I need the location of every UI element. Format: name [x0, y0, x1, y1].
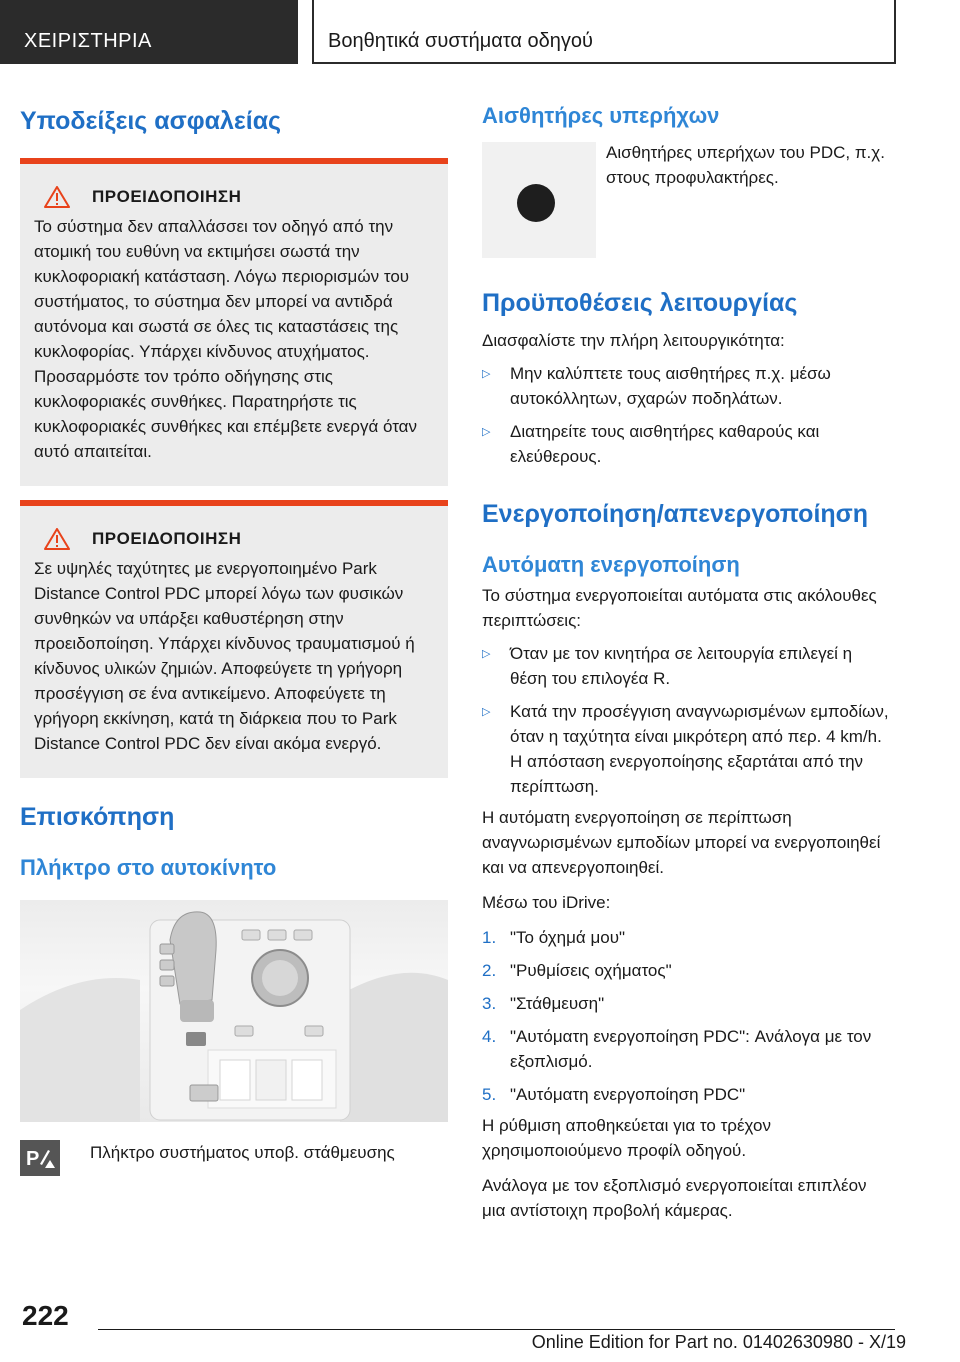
park-assist-button-icon — [20, 1140, 60, 1176]
warning-label: ΠΡΟΕΙΔΟΠΟΙΗΣΗ — [92, 529, 242, 548]
warning-text: Σε υψηλές ταχύτητες με ενεργοποιημένο Park Distance Control PDC μπορεί λόγω των φυσικών συνθηκών να υπάρξει καθυστέρηση στην προειδοποίηση. Υπάρχει κίνδυνος τραυματισμού ή κίνδυνος υλικών ζημιών. Αποφεύγετε τη γρήγορη προσέγγιση σε ένα αντικείμενο. Αποφεύγετε τη γρήγορη εκκίνηση, κατά τη διάρκεια που το Park Distance Control PDC δεν είναι ακόμα ενεργό. — [34, 559, 415, 753]
warning-heading — [34, 528, 434, 550]
left-column — [20, 96, 448, 1176]
storage-note: Η ρύθμιση αποθηκεύεται για το τρέχον χρησιμοποιούμενο προφίλ οδηγού. — [482, 1116, 771, 1160]
step-number: 2. — [482, 961, 497, 980]
footer-divider — [98, 1329, 895, 1330]
bullet-text: Κατά την προσέγγιση αναγνωρισμένων εμποδίων, όταν η ταχύτητα είναι μικρότερη από περ. 4 km/h. Η απόσταση ενεργοποίησης εξαρτάται από την περίπτωση. — [510, 702, 889, 796]
step-text: "Ρυθμίσεις οχήματος" — [510, 961, 672, 980]
sensors-text: Αισθητήρες υπερήχων του PDC, π.χ. στους προφυλακτήρες. — [606, 143, 885, 187]
overview-title: Επισκόπηση — [20, 803, 175, 831]
step-item — [482, 925, 892, 950]
center-console-image — [20, 900, 448, 1122]
sensors-row — [482, 142, 892, 258]
bullet-triangle-icon: ▷ — [482, 706, 491, 718]
step-text: "Το όχημά μου" — [510, 928, 626, 947]
prereq-title: Προϋποθέσεις λειτουργίας — [482, 289, 798, 317]
step-item — [482, 991, 892, 1016]
step-text: "Στάθμευση" — [510, 994, 605, 1013]
prereq-intro: Διασφαλίστε την πλήρη λειτουργικότητα: — [482, 331, 785, 350]
center-console-illustration — [20, 900, 448, 1122]
svg-text:P: P — [26, 1148, 40, 1170]
sensors-title: Αισθητήρες υπερήχων — [482, 103, 720, 128]
step-number: 3. — [482, 994, 497, 1013]
prereq-bullet — [482, 361, 892, 411]
step-text: "Αυτόματη ενεργοποίηση PDC": Ανάλογα με τον εξοπλισμό. — [510, 1027, 872, 1071]
chapter-header: ΧΕΙΡΙΣΤΗΡΙΑ — [0, 0, 298, 64]
safety-title: Υποδείξεις ασφαλείας — [20, 107, 282, 135]
auto-title: Αυτόματη ενεργοποίηση — [482, 552, 740, 577]
warning-box-1 — [20, 158, 448, 486]
button-caption: Πλήκτρο συστήματος υποβ. στάθμευσης — [90, 1143, 395, 1162]
step-number: 1. — [482, 928, 497, 947]
idrive-intro: Μέσω του iDrive: — [482, 893, 611, 912]
section-header: Βοηθητικά συστήματα οδηγού — [312, 0, 896, 64]
step-text: "Αυτόματη ενεργοποίηση PDC" — [510, 1085, 746, 1104]
bullet-text: Μην καλύπτετε τους αισθητήρες π.χ. μέσω αυτοκόλλητων, σχαρών ποδηλάτων. — [510, 364, 831, 408]
sensor-image — [482, 142, 596, 258]
warning-label: ΠΡΟΕΙΔΟΠΟΙΗΣΗ — [92, 187, 242, 206]
page-number: 222 — [22, 1300, 69, 1331]
warning-triangle-icon — [44, 186, 70, 208]
ultrasonic-sensor-icon — [517, 184, 555, 222]
warning-box-2 — [20, 500, 448, 778]
bullet-text: Διατηρείτε τους αισθητήρες καθαρούς και ελεύθερους. — [510, 422, 820, 466]
bullet-triangle-icon: ▷ — [482, 648, 491, 660]
button-subtitle: Πλήκτρο στο αυτοκίνητο — [20, 855, 277, 880]
onoff-title: Ενεργοποίηση/απενεργοποίηση — [482, 500, 869, 528]
auto-bullet — [482, 641, 892, 691]
auto-intro: Το σύστημα ενεργοποιείται αυτόματα στις ακόλουθες περιπτώσεις: — [482, 586, 877, 630]
step-number: 5. — [482, 1085, 497, 1104]
button-caption-row — [20, 1140, 448, 1176]
auto-bullet — [482, 699, 892, 799]
bullet-text: Όταν με τον κινητήρα σε λειτουργία επιλεγεί η θέση του επιλογέα R. — [510, 644, 853, 688]
prereq-bullet — [482, 419, 892, 469]
step-item — [482, 1082, 892, 1107]
step-item — [482, 958, 892, 983]
warning-text: Το σύστημα δεν απαλλάσσει τον οδηγό από την ατομική του ευθύνη να εκτιμήσει σωστά την κυκλοφοριακή κατάσταση. Λόγω περιορισμών του συστήματος, το σύστημα δεν μπορεί να αντιδρά αυτόνομα και σωστά σε όλες τις καταστάσεις της κυκλοφορίας. Υπάρχει κίνδυνος ατυχήματος. Προσαρμόστε τον τρόπο οδήγησης στις κυκλοφοριακές συνθήκες. Παρατηρήστε τις κυκλοφοριακές συνθήκες και επέμβετε ενεργά όταν αυτό απαιτείται. — [34, 217, 418, 461]
bullet-triangle-icon: ▷ — [482, 368, 491, 380]
camera-note: Ανάλογα με τον εξοπλισμό ενεργοποιείται επιπλέον μια αντίστοιχη προβολή κάμερας. — [482, 1176, 867, 1220]
warning-heading — [34, 186, 434, 208]
step-item — [482, 1024, 892, 1074]
bullet-triangle-icon: ▷ — [482, 426, 491, 438]
warning-triangle-icon — [44, 528, 70, 550]
edition-footer: Online Edition for Part no. 01402630980 - X/19 — [531, 1332, 906, 1352]
right-column — [482, 96, 892, 1223]
auto-note: Η αυτόματη ενεργοποίηση σε περίπτωση αναγνωρισμένων εμποδίων μπορεί να ενεργοποιηθεί και να απενεργοποιηθεί. — [482, 808, 881, 877]
step-number: 4. — [482, 1027, 497, 1046]
